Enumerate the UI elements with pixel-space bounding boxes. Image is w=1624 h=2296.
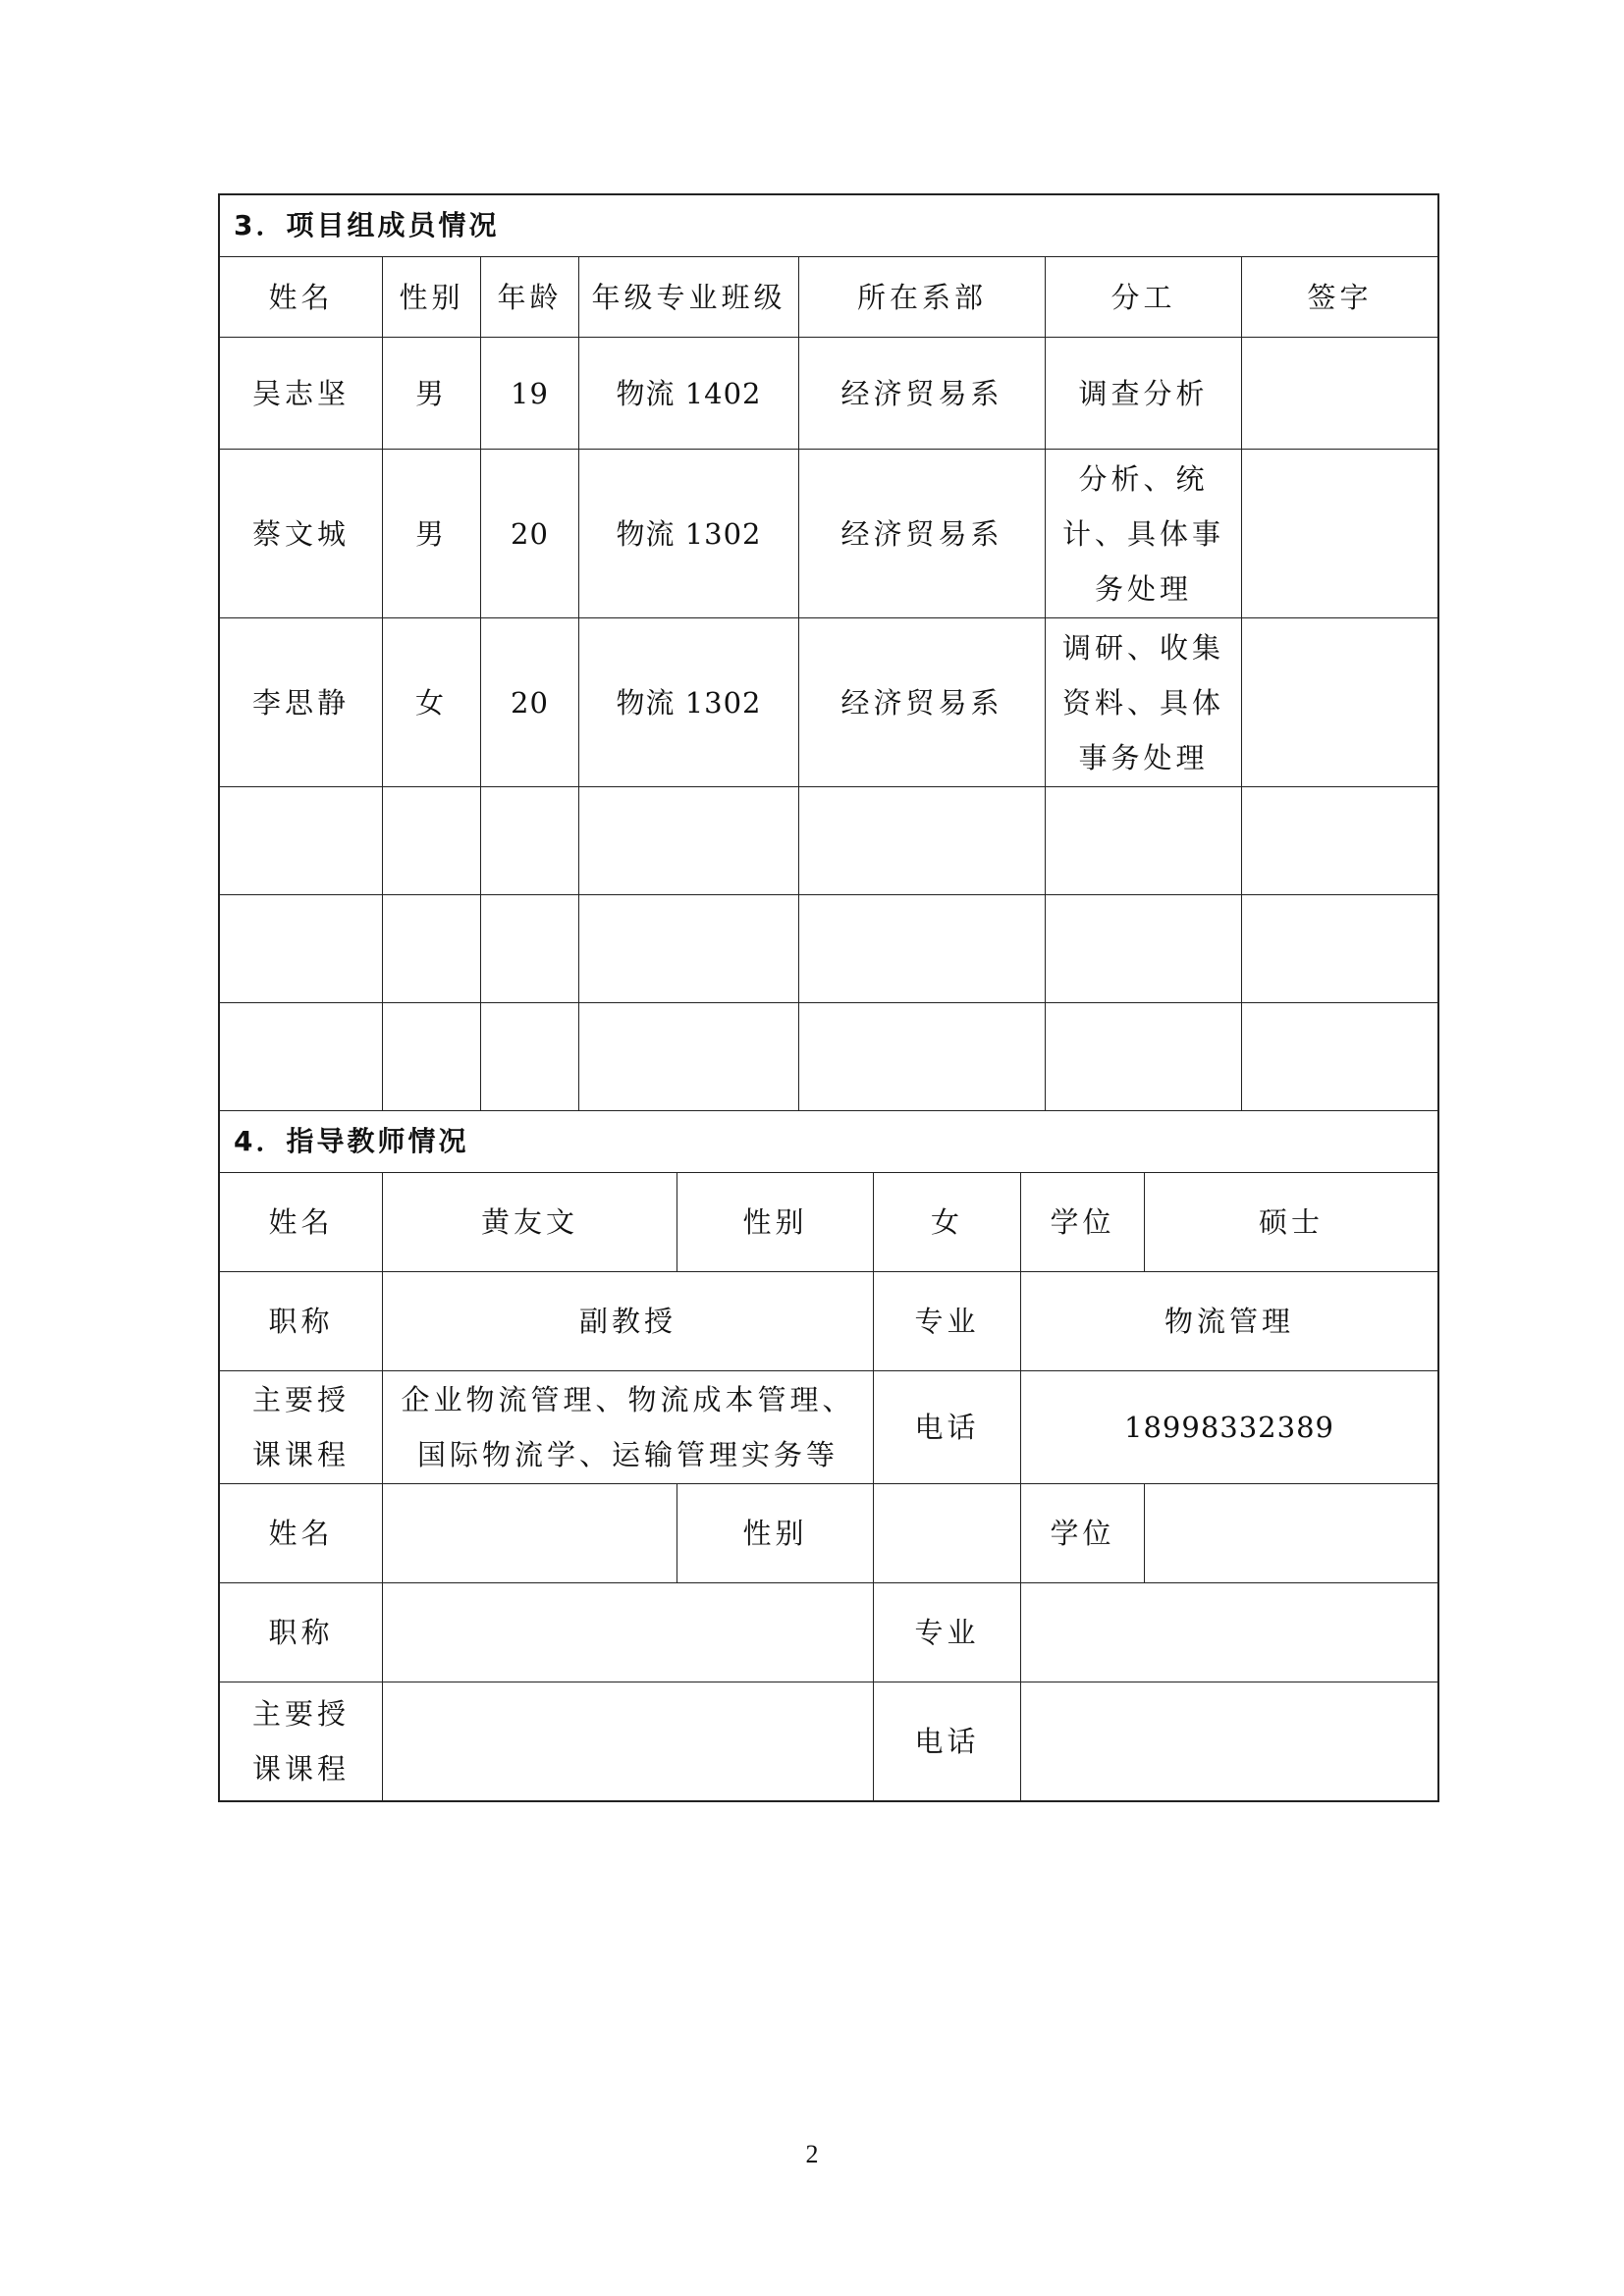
header-signature: 签字 [1242,257,1437,338]
label-courses: 主要授课课程 [220,1371,383,1484]
empty-cell [799,787,1046,895]
header-age: 年龄 [481,257,579,338]
label-name: 姓名 [220,1173,383,1272]
label-gender: 性别 [677,1173,874,1272]
label-degree: 学位 [1021,1173,1145,1272]
member-gender: 男 [383,338,481,450]
teacher-major: 物流管理 [1021,1272,1437,1371]
member-age: 20 [481,618,579,787]
header-department: 所在系部 [799,257,1046,338]
empty-cell [383,1003,481,1111]
member-gender: 男 [383,450,481,618]
teacher-degree [1145,1484,1437,1583]
header-name: 姓名 [220,257,383,338]
header-class: 年级专业班级 [579,257,799,338]
label-name: 姓名 [220,1484,383,1583]
member-name: 吴志坚 [220,338,383,450]
member-role: 调查分析 [1046,338,1242,450]
page-number: 2 [805,2140,819,2168]
empty-cell [220,787,383,895]
label-title: 职称 [220,1583,383,1682]
member-age: 19 [481,338,579,450]
teacher-title [383,1583,874,1682]
section-4-title: 4．指导教师情况 [220,1111,1437,1173]
empty-cell [220,895,383,1003]
empty-cell [1046,895,1242,1003]
header-gender: 性别 [383,257,481,338]
header-role: 分工 [1046,257,1242,338]
member-gender: 女 [383,618,481,787]
teacher-major [1021,1583,1437,1682]
member-class: 物流 1302 [579,450,799,618]
empty-cell [799,1003,1046,1111]
teacher-title: 副教授 [383,1272,874,1371]
member-department: 经济贸易系 [799,618,1046,787]
member-class: 物流 1302 [579,618,799,787]
empty-cell [1242,1003,1437,1111]
empty-cell [383,895,481,1003]
member-signature [1242,450,1437,618]
empty-cell [481,1003,579,1111]
empty-cell [1242,787,1437,895]
empty-cell [579,895,799,1003]
empty-cell [799,895,1046,1003]
member-role: 分析、统计、具体事务处理 [1046,450,1242,618]
section-3-title: 3．项目组成员情况 [220,195,1437,257]
teacher-gender: 女 [874,1173,1021,1272]
member-role: 调研、收集资料、具体事务处理 [1046,618,1242,787]
label-phone: 电话 [874,1371,1021,1484]
teacher-phone [1021,1682,1437,1800]
teacher-name: 黄友文 [383,1173,677,1272]
empty-cell [579,1003,799,1111]
teacher-degree: 硕士 [1145,1173,1437,1272]
label-title: 职称 [220,1272,383,1371]
member-department: 经济贸易系 [799,450,1046,618]
empty-cell [1046,787,1242,895]
member-signature [1242,338,1437,450]
application-form-table [218,193,1439,1802]
teacher-gender [874,1484,1021,1583]
label-courses: 主要授课课程 [220,1682,383,1800]
member-age: 20 [481,450,579,618]
member-class: 物流 1402 [579,338,799,450]
empty-cell [220,1003,383,1111]
empty-cell [1046,1003,1242,1111]
member-department: 经济贸易系 [799,338,1046,450]
label-degree: 学位 [1021,1484,1145,1583]
teacher-courses: 企业物流管理、物流成本管理、国际物流学、运输管理实务等 [383,1371,874,1484]
empty-cell [481,787,579,895]
empty-cell [579,787,799,895]
teacher-phone: 18998332389 [1021,1371,1437,1484]
teacher-courses [383,1682,874,1800]
member-signature [1242,618,1437,787]
empty-cell [481,895,579,1003]
teacher-name [383,1484,677,1583]
label-phone: 电话 [874,1682,1021,1800]
label-gender: 性别 [677,1484,874,1583]
member-name: 李思静 [220,618,383,787]
empty-cell [383,787,481,895]
label-major: 专业 [874,1583,1021,1682]
label-major: 专业 [874,1272,1021,1371]
member-name: 蔡文城 [220,450,383,618]
empty-cell [1242,895,1437,1003]
